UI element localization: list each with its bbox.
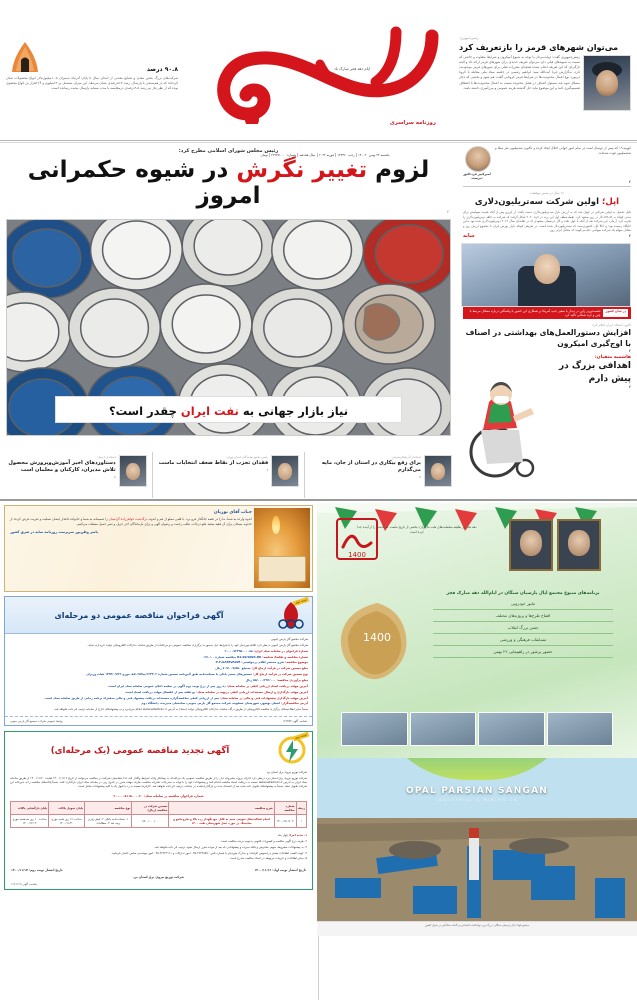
main-story	[0, 146, 457, 436]
sidebar-quote-text: کووید-۱۹ که بیش از دوسال است در تمام امور جهانی اخلال ایجاد کرده و تاکنون صدمیلیون نفر مبتلا و ششمیلیون فوت شده‌اند.	[495, 146, 631, 156]
tender-two-footer-center: شرکت توزیع نیروی برق استان یزد	[133, 875, 184, 880]
apple-story-headline[interactable]	[463, 197, 631, 207]
condolence-body	[10, 517, 252, 528]
opal-subtitle: INDUSTRIAL & MINING CO	[436, 798, 518, 802]
tender-two-note: ۴- جهت کسب اطلاعات بیشتر درخصوص الزامات و مدارک موردنیاز با شماره تلفن ۳۶۲۴۸۵۹۰-۰۳۵ امور تدارکات و ۳۶۲۴۳۱۱۱-۰۳۵ امور مهندسی تماس حاصل فرمایید.	[111, 850, 307, 855]
avatar	[424, 455, 452, 487]
tender-two-note: ۵- سایر اطلاعات و جزییات مربوطه در اسناد مناقصه مندرج است.	[229, 856, 307, 861]
opal-footnote: مجتمع فولاد اپال پارسیان سنگان، بزرگ‌ترین تولیدکننده کنسانتره و گندله سنگ‌آهن در شرق کشور	[425, 924, 529, 927]
main-photo-caption[interactable]	[55, 396, 402, 423]
tender-one-org: شرکت مجتمع گاز پارس جنوبی	[270, 637, 308, 641]
fajr-badge	[331, 599, 423, 691]
top-left-story-body: رئیس‌جمهوری گفت: دولت‌مردان با توجه به شیوع آمیکرون و شرایط متفاوت و خاصی که نسبت به شیوه‌های قبلی دارد می‌توان تعریف جدیدی برای شهرهای قرمز ارائه داد و البته تازگی‌ای که این تعریف انجام نشده همچنان مقررات قبلی برای شهرهای قرمز موجودیت دارد. به‌گزارش ایرنا آیت‌الله سید ابراهیم رئیسی در جلسه ستاد ملی مقابله با کرونا درمورد نوع اعمال محدودیت‌ها در شرایط قرمز کرونایی گفت: هم شهر و بخشی که دچار مشکل شود باید مسئول اصناف در فصل محدوده نسبت به اعمال محدودیت‌ها با انعطاف تصمیم‌گیری کنند و این موضوع نباید حل گذشته هزینه عمومی و مرزآمیزی داشته باشد.	[459, 55, 580, 90]
tender-row-label: شماره مناقصه و تقاضا/ شناسه:	[261, 654, 308, 659]
table-header-cell: ردیف	[296, 802, 306, 815]
main-photo-caption-text	[109, 404, 348, 418]
main-story-kicker: رئیس مجلس شورای اسلامی مطرح کرد:	[178, 148, 279, 154]
photo-caption-text: نخست‌وزیر ژاپن در دیدار با سفیر جدید آمریکا بر همکاری این کشور با واشنگتن درباره مسائل مرتبط با چین و کره شمالی تأکید کرد	[469, 308, 601, 317]
dateline-part: ۲ رجب ۱۴۴۳	[335, 153, 368, 157]
headline-highlight: نفت ایران	[180, 404, 239, 418]
dateline-part: ۵۰۰۰ تومان	[260, 153, 285, 157]
divider	[152, 452, 153, 498]
columnist-row	[0, 452, 457, 498]
fajr-quote: دهه فجر در طلیعه سلطنت‌های ملت ما ایران؛ بخشی از تاریخ ماست که گذشته را از آینده جدا کرده است	[357, 525, 477, 534]
tender-one-title: آگهی فراخوان مناقصه عمومی دو مرحله‌ای	[54, 610, 224, 620]
headline-segment: نیاز بازار جهانی به	[238, 404, 349, 418]
columnist-kicker: رئیس مجمع نمایندگان استان تهران:	[225, 455, 269, 459]
main-story-headline[interactable]	[0, 157, 457, 209]
tender-two-note: ۲- هزینه درج آگهی مناقصه و کسورات قانونی به‌عهده برنده مناقصه است.	[220, 839, 307, 844]
tender-row-label: آدرس مناقصه‌گزار:	[280, 701, 308, 706]
sidebar-quote-author: امیرکبیر فردخلیق دیرست	[463, 172, 491, 180]
columnist-item[interactable]	[153, 452, 305, 498]
fajr-program-title: برنامه‌های متنوع مجتمع اپال پارسیان سنگان در ایام‌الله دهه مبارک فجر	[446, 591, 600, 596]
leaders-portraits	[509, 519, 601, 571]
tender-row-value: ۲۰۰۰۰۹۲۳۹۵۰۰۰۰۸۸	[224, 648, 253, 653]
oil-barrels-photo	[6, 219, 451, 436]
tender-row-value: به‌مبلغ ۷۰۹/۰۰۹/۵۵۰ ریال	[215, 666, 251, 671]
tender-one-row	[9, 655, 308, 659]
condolence-notice[interactable]	[4, 505, 313, 592]
tender-two-footer-right: تاریخ انتشار نوبت دوم: ۱۴۰۰/۱۱/۱۷	[11, 868, 63, 873]
tender-row-label: آخرین مهلت بارگذاری پیشنهادات فنی و مالی در سامانه ستاد:	[218, 695, 308, 700]
columnist-item[interactable]	[305, 452, 457, 498]
tender-one-row	[9, 690, 308, 694]
headline-segment: چقدر است؟	[108, 404, 181, 418]
table-header-cell: شماره مناقصه	[274, 802, 296, 815]
tender-one-row	[9, 701, 308, 705]
fajr-program-item: افتتاح طرح‌ها و پروژه‌های مختلف	[433, 610, 613, 622]
tender-two-call-label: شماره فراخوان مناقصه در سامانه ستاد:	[143, 794, 204, 799]
apple-story-headline-red: اپل؛	[601, 197, 620, 207]
columnist-headline[interactable]: فقدان تحزب از نقاط ضعف انتخابات ماست	[158, 460, 269, 466]
apple-story-headline-main: اولین شرکت سه‌تریلیون‌دلاری	[474, 197, 600, 207]
columnist-page: ۶	[266, 468, 269, 473]
condolence-signature: یاسر وطن‌پور سرپرست روزنامه سایه در شرق کشور	[10, 529, 99, 534]
table-header-row	[11, 802, 307, 815]
columnist-page: ۸	[113, 475, 116, 480]
top-left-story-kicker: رئیس‌جمهوری:	[459, 36, 479, 40]
sayeh-mark: سایه	[463, 232, 475, 239]
avatar	[465, 146, 491, 172]
tender-two-badge: نوبت دوم	[293, 732, 310, 742]
apple-story-body: دلیل تحمیل به اولین شرکتی در جهان شد که به ارزش بازار سه‌تریلیون‌دلاری دست یافت. از این‌رو پس از آنکه قیمت سهامش برای مدتی کوتاه به ۱۸۲.۸۶دلار در روز صعود کرد. نقطه‌عطف اول این برند در کره ۲۰۲۰ شکل گرفت که شرکت به حلقه دوتریلیون‌دلاری را تجربه کرد. آرمان، این شرکت بعد از آنکه با غول نفت و گاز عربستان سعودی که در تقاضای سال ۲۰۱۹ دوتریلیون‌دلاری شده بود به‌این جایگاه رسیده بود؛ و حالا اپل، کشوری‌ست که سه‌تریلیون‌دلار شده است. در تعریفی کوتاه، بازار بورس ایران با مجموع ارزش روز و معادل سهام یک شرکت سهامی عام می‌گویند که معادل ایران روز.	[463, 210, 632, 232]
table-cell: ساعت ۱۶ روز شنبه مورخ ۱۴۰۰/۱۱/۳۰	[49, 815, 85, 828]
table-header-cell: تضمین شرکت در مناقصه (ریال)	[132, 802, 169, 815]
tender-one-rows	[9, 649, 308, 706]
yazd-power-logo-icon	[276, 736, 308, 766]
table-row	[11, 815, 307, 828]
avatar	[119, 455, 147, 487]
portrait-soleimani	[557, 519, 601, 571]
tender-one-intro: شرکت مجتمع گاز پارس جنوبی درنظر دارد اقلام موردنیاز خود را با شرایط ذیل به‌صورت برگزاری مناقصه عمومی دو مرحله‌ای از طریق سامانه تدارکات الکترونیکی دولت خریداری نماید.	[87, 642, 308, 647]
headline-segment: لزوم	[367, 157, 430, 183]
tender-two-notes	[5, 831, 312, 866]
tender-row-label: نوع تضمین شرکت در فرآیند ارجاع کار:	[251, 672, 308, 677]
ads-column	[0, 503, 317, 890]
tender-one-row	[9, 672, 308, 676]
avatar	[271, 455, 299, 487]
tender-two-call-number: ۲۰۰۰۰۰۵۱۱۸۰۰۰۰۲۰	[113, 794, 143, 799]
top-right-story[interactable]	[6, 40, 178, 91]
sidebar-quote-page: ۲	[628, 180, 631, 184]
divider	[304, 452, 305, 498]
columnist-kicker: استاندار اردبیل:	[96, 455, 116, 459]
tender-two-title: آگهی تجدید مناقصه عمومی (یک مرحله‌ای)	[50, 746, 230, 757]
dateline-part: شماره ۲۴۲۳	[269, 153, 297, 157]
main-story-page: ۲	[447, 210, 449, 214]
headline-segment: اندوه وارده به شما، ما را در غصه جانگداز فرو برد. با قلبی مملو از غم و اندوه،	[147, 517, 252, 521]
tender-row-label: مبلغ برآوردی مناقصه:	[275, 678, 308, 683]
tender-two-note: ۱- مدت اجرا: چهار ماه	[277, 833, 307, 838]
tender-two-code: شناسه آگهی ۱۲۷۱۲۱۹	[11, 882, 37, 887]
opal-title: OPAL PARSIAN SANGAN	[405, 786, 549, 796]
table-header-cell: نوع مناقصه	[84, 802, 132, 815]
candle-quran-image	[254, 508, 310, 588]
headline-highlight: درگذشت خواهرزاده گرامیتان	[108, 517, 148, 521]
tender-one-note: ضمناً سایر اطلاعیه‌های برگزاری مناقصه الکترونیکی از طریق درگاه سامانه تدارکات الکترونیکی دولت (ستاد) به آدرس www.setadiran.ir انجام می‌پذیرد و به پیشنهادهای خارج از سامانه ترتیب اثر داده نخواهد شد.	[53, 707, 308, 712]
note-highlight: ۱- مدت اجرا:	[287, 833, 307, 838]
health-story-kicker: کانون اصناف ایران اعلام کرد؛	[591, 323, 631, 328]
table-header-cell: شرح مناقصه	[169, 802, 274, 815]
table-cell: ۱- ضمانت‌نامه بانکی ۲- فیش واریز وجه نقد ۳- مطالبات	[84, 815, 132, 828]
fajr-program-item: مسابقات فرهنگی و ورزشی	[433, 634, 613, 646]
tender-row-value: ۵۵/۰۰۰/۲۹۲/۰۰۰ ریال	[245, 678, 276, 683]
table-cell: انجام فعالیت‌های تعویض سیم به کابل خودنگهدار رده بالا و طرح‌جامع و سایتینگ در حوزه عمل شهرستان نفت ۱۴۰۰	[169, 815, 274, 828]
tender-one-row	[9, 696, 308, 700]
table-header-cell: پایان تحویل پاکات	[49, 802, 85, 815]
apple-story-page: ۲	[628, 233, 631, 238]
top-left-story-headline[interactable]: می‌توان شهرهای قرمز را بازتعریف کرد	[459, 42, 619, 52]
columnist-page: ۷	[419, 475, 421, 480]
condolence-salutation: جناب آقای نوربان	[213, 510, 252, 515]
tender-row-label: آخرین مهلت بارگذاری و ارسال مستندات ارزیابی کیفی درپهنه در سامانه ستاد:	[195, 689, 308, 694]
headline-segment: را صمیمانه به شما و خانواده داغدار ایشان تسلیت و تعزیت عرض کرده؛ از خداوند سبحان برای آن فقید سعید علو درجات، طلب رحمت و رضوان الهی و برای بازماندگان اجر جزیل و صبر جمیل مسئلت می‌کنیم.	[10, 517, 252, 527]
tender-notice-two[interactable]	[4, 731, 313, 890]
tender-one-row	[9, 666, 308, 670]
health-story-page: ۲	[628, 348, 631, 353]
tender-row-value: R2-99/0094-RK مناقصه شماره ۰۲۷۰/۰۰	[202, 654, 262, 659]
sidebar-quote[interactable]	[463, 146, 631, 180]
headline-highlight: تغییر نگرش	[236, 157, 368, 183]
tender-two-footer-left: تاریخ انتشار نوبت اول: ۱۴۰۰/۱۱/۱۶	[254, 868, 306, 873]
tender-one-body	[5, 634, 312, 716]
masthead-divider-2	[0, 142, 637, 143]
opal-footnote-bar	[317, 921, 637, 936]
table-body	[11, 815, 307, 828]
portrait-leaders	[509, 519, 553, 571]
section-divider	[0, 499, 637, 501]
svg-text:1400: 1400	[363, 631, 391, 644]
fajr-program-item: جشن بزرگ انقلاب	[433, 622, 613, 634]
event-photo	[478, 712, 545, 746]
tender-row-value: تضمین‌های معتبر بانکی یا ضمانت‌نامه طبق آئین‌نامه تضمین شماره ۱۲۳۴۰۲/ت۵۰۶۵۹هـ مورخ ۱۳۹۴/۰۹/۲۲ هیات وزیران	[86, 672, 252, 677]
tender-two-intro: شرکت توزیع نیروی برق استان یزد درنظر دارد اجرای پروژه مشروحه ذیل را از طریق مناقصه عمومی یک مرحله‌ای به پیمانکار واجد شرایط واگذار کند. لذا متقاضیان شرکت در مناقصه می‌توانند از تاریخ ۱۴۰۰/۱۱/۱۶ لغایت ۱۴۰۰/۱۱/۲۰ از طریق سامانه ستاد ایران به آدرس www.setadiran.ir نسبت به دریافت اسناد مناقصه اقدام کنند و پیشنهادات خود را با توجه به مندرجات دفترچه مناقصه، ظرف مهلت مقرر در جدول زیر، در سامانه ستاد ایران بارگذاری کنند. ضمناً پاکت‌های مناقصه را به دبیرخانه این شرکت تحویل دهند. ضمناً به پیشنهادهای تحویل داده شده بعد از انقضای مدت و بارگذاری‌نشده در سامانه، ترتیب اثر داده نخواهد شد. کارفرما نسبت به رد یا قبول یک یا کلیه پیشنهادات مختار است.	[10, 775, 307, 789]
columnist-headline[interactable]: دستاوردهای اخیر آموزش‌وپرورش محصول تلاش مدیران، کارکنان و معلمان است	[8, 460, 116, 474]
opal-parsian-sangan-ad[interactable]	[317, 758, 637, 936]
tender-row-label: موضوع مناقصه:	[284, 660, 308, 665]
tender-row-label: آخرین مهلت دریافت اسناد ارزیابی کیفی در سامانه ستاد:	[225, 683, 308, 688]
event-photo	[341, 712, 408, 746]
dateline-part: سال هجدهم	[297, 153, 316, 157]
table-cell: ۱/۹۰۰/۰۰۰/۰۰۰	[132, 815, 169, 828]
tender-one-footer-right: روابط عمومی شرکت مجتمع گاز پارس جنوبی	[10, 719, 64, 724]
event-photo	[547, 712, 614, 746]
tender-one-footer-left: شناسه آگهی ۱۲۶۳۵۳	[282, 719, 307, 724]
fajr-logo-icon	[335, 517, 379, 561]
athlete-story-page: ۳	[628, 385, 631, 390]
athlete-story-kicker: هاشمیه متقیان:	[594, 354, 631, 360]
svg-text:1400: 1400	[348, 551, 366, 559]
tender-notice-one[interactable]	[4, 596, 313, 726]
sayeh-logo	[200, 24, 442, 124]
table-cell: ۱۴۰۰/۱۵۰/۶۰۳	[274, 815, 296, 828]
health-story-headline[interactable]: افزایش دستورالعمل‌های بهداشتی در اصناف با اوج‌گیری امیکرون	[465, 328, 631, 348]
dateline-part: یکشنبه ۲۴ بهمن ۱۴۰۰	[356, 153, 391, 157]
pars-gas-logo-icon	[274, 600, 308, 630]
fajr-anniversary-ad[interactable]	[317, 503, 637, 758]
masthead-ribbon: ایام دهه فجر مبارک باد	[333, 66, 370, 71]
fajr-program-list	[433, 591, 613, 658]
fajr-program-item: مانور خودرویی	[433, 598, 613, 610]
tender-one-row	[9, 660, 308, 664]
tender-row-label: شماره فراخوان در سامانه ستاد ایران:	[252, 648, 308, 653]
dateline-part: ۶ فوریه ۲۰۲۲	[317, 153, 348, 157]
event-photo-strip	[317, 712, 637, 746]
tender-one-row	[9, 649, 308, 653]
tender-row-label: مبلغ تضمین شرکت در فرآیند ارجاع کار:	[250, 666, 308, 671]
fajr-program-item: حضور پرشور در راهپیمایی ۲۲ بهمن	[433, 646, 613, 658]
table-header-cell: پایان بارگشایی پاکات	[11, 802, 49, 815]
headline-segment: در شیوه حکمرانی امروز	[27, 157, 261, 209]
industrial-plant-photo	[317, 758, 637, 936]
photo-caption-tag: در میان کشور	[603, 309, 628, 317]
table-cell: ساعت ۱۰ روز سه‌شنبه مورخ ۱۴۰۰/۱۲/۰۳	[11, 815, 49, 828]
masthead-divider	[0, 140, 637, 141]
athlete-story-headline[interactable]: اهدافی بزرگ در پیش دارم	[558, 360, 631, 384]
divider	[463, 186, 631, 187]
tender-one-badge: نوبت اول	[293, 597, 310, 607]
tender-row-value: استان بوشهر، شهرستان عسلویه، شرکت مجتمع گاز پارس جنوبی، ساختمان مدیریت، دانشگاه دوم	[141, 701, 281, 706]
furnace-icon	[10, 40, 40, 74]
event-photo	[410, 712, 477, 746]
table-cell: ۱	[296, 815, 306, 828]
tender-one-row	[9, 684, 308, 688]
athlete-photo	[461, 372, 545, 480]
japan-pm-photo	[461, 243, 631, 307]
columnist-headline[interactable]: برای رفع بیکاری در استان از جان، مایه می‌گذارم	[321, 460, 421, 474]
tender-two-table	[10, 801, 307, 828]
top-left-story[interactable]	[459, 36, 631, 111]
top-right-story-headline[interactable]: ۹۰.۸ درصد	[146, 66, 178, 73]
tender-two-note: ۳- به پیشنهادات مشروط، مبهم، مخدوش و فاقد سپرده و پیشنهاداتی که بعد از موعد مقرر ارسال شود، ترتیب اثر داده نخواهد شد.	[153, 844, 307, 849]
top-right-story-body: شرکت‌های بزرگ بخش معدن و صنایع معدنی از ابتدای سال تا پایان آذرماه به‌میزان ۱۰.۸میلیون‌دلار انواع محصولات صادر کرده‌اند که در هم‌سنجی با پارسال، رشد ۸.۳درصدی نشان می‌دهد. این میزان مشتمل بر ۶۲میلیون و ۲۱۴هزار تن انواع محصول بوده که از نظر تناژ نیز رشد ۹.۵درصدی درمقایسه با مدت مشابه پارسال به‌ثبت رسانده است.	[6, 76, 179, 91]
tender-one-row	[9, 678, 308, 682]
tender-row-value: پس از ارزیابی کیفی مناقصه‌گران، مستندات دریافت پیشنهاد فنی و مالی به‌همراه برنامه زمانی از طریق سامانه ستاد است.	[44, 695, 219, 700]
tender-two-org: شرکت توزیع نیروی برق استان یزد	[266, 770, 307, 775]
photo-caption-band	[463, 307, 631, 320]
masthead-subtitle: روزنامه سراسری	[389, 120, 436, 126]
columnist-kicker: استاندار آذربایجان‌شرقی:	[390, 455, 421, 459]
tender-row-value: شرح مختصر اقلام درخواستی: P-F-GATEVALVE	[215, 660, 285, 665]
president-photo	[583, 55, 631, 111]
tender-row-value: ده روز پس از درج نوبت دوم آگهی در صفحه اعلان عمومی سامانه ستاد ایران است.	[107, 683, 226, 688]
columnist-item[interactable]	[0, 452, 152, 498]
tender-row-value: دو هفته پس از انقضای مهلت دریافت اسناد است.	[124, 689, 196, 694]
apple-story-kicker: ۲۱ سال در مسیر موفقیت	[529, 191, 565, 195]
